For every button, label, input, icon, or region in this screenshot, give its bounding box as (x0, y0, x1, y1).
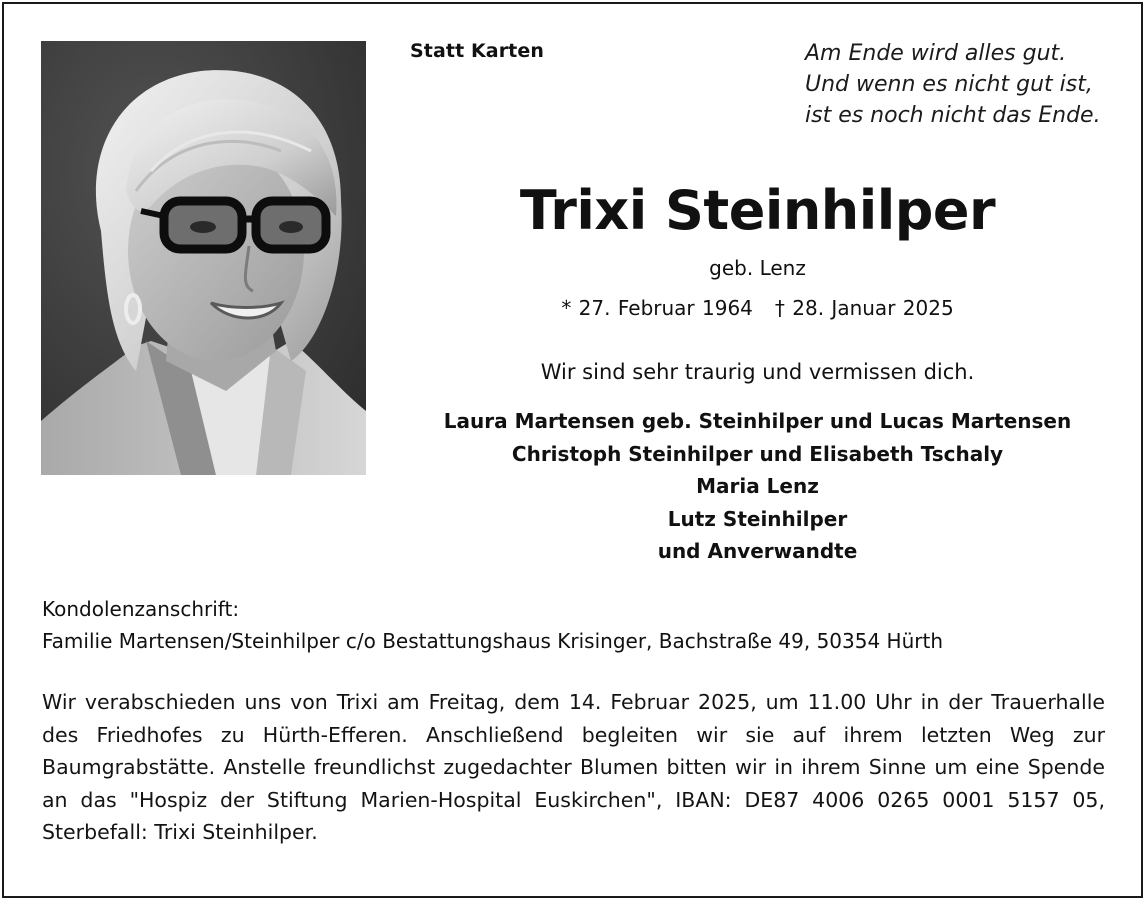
birth-date: * 27. Februar 1964 (561, 296, 753, 320)
quote (805, 38, 1125, 131)
birth-name: geb. Lenz (709, 256, 806, 280)
mourner-line: Laura Martensen geb. Steinhilper und Lucas Martensen (443, 409, 1072, 433)
mourner-line: Christoph Steinhilper und Elisabeth Tschaly (511, 441, 1004, 466)
mourner-line: Lutz Steinhilper (667, 506, 848, 531)
funeral-announcement: Wir verabschieden uns von Trixi am Freitag, dem 14. Februar 2025, um 11.00 Uhr in der Trauerhalle des Friedhofes zu Hürth-Efferen. Anschließend begleiten wir sie auf ihrem letzten Weg zur Baumgrabstätte. Anstelle freundlichst zugedachter Blumen bitten wir in ihrem Sinne um eine Spende an das "Hospiz der Stiftung Marien-Hospital Euskirchen", IBAN: DE87 4006 0265 0001 5157 05, Sterbefall: Trixi Steinhilper. (42, 690, 1105, 845)
quote-line-1: Am Ende wird alles gut. (805, 41, 1067, 66)
mourners-list (400, 405, 1115, 568)
life-dates (390, 296, 1125, 320)
mourning-message: Wir sind sehr traurig und vermissen dich. (540, 360, 975, 384)
portrait-illustration (41, 41, 366, 475)
mourner-line: und Anverwandte (657, 539, 858, 563)
quote-line-3: ist es noch nicht das Ende. (805, 103, 1101, 128)
condolence-address: Familie Martensen/Steinhilper c/o Bestattungshaus Krisinger, Bachstraße 49, 50354 Hürth (42, 629, 944, 653)
deceased-name: Trixi Steinhilper (519, 179, 996, 242)
portrait-photo (41, 41, 366, 475)
condolence-address-block (42, 593, 943, 657)
statt-karten-label: Statt Karten (410, 40, 544, 62)
mourner-line: Maria Lenz (696, 474, 819, 498)
quote-line-2: Und wenn es nicht gut ist, (805, 72, 1093, 97)
death-date: † 28. Januar 2025 (774, 296, 954, 320)
condolence-address-label: Kondolenzanschrift: (42, 597, 240, 621)
